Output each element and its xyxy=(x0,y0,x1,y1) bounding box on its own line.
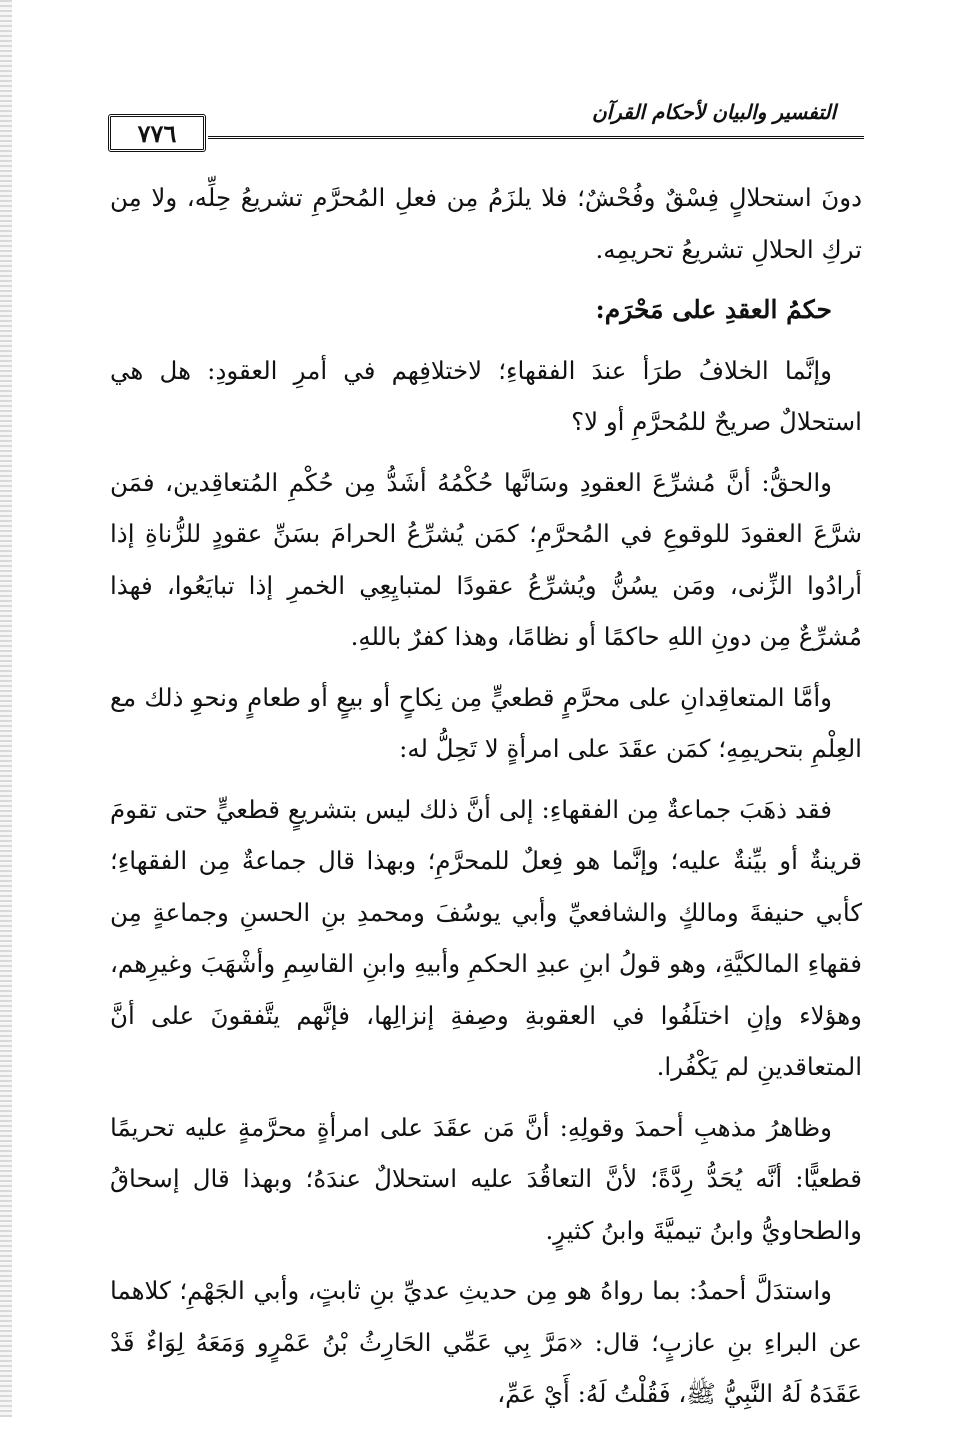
paragraph: دونَ استحلالٍ فِسْقٌ وفُحْشٌ؛ فلا يلزَمُ مِن فعلِ المُحرَّمِ تشريعُ حِلِّه، ولا مِن تركِ الحلالِ تشريعُ تحريمِه. xyxy=(110,183,862,264)
paragraph: وظاهرُ مذهبِ أحمدَ وقولِهِ: أنَّ مَن عقَدَ على امرأةٍ محرَّمةٍ عليه تحريمًا قطعيًّا: أنَّه يُحَدُّ رِدَّةً؛ لأنَّ التعاقُدَ عليه استحلالٌ عندَهُ؛ وبهذا قال إسحاقُ والطحاويُّ وابنُ تيميَّةَ وابنُ كثيرٍ. xyxy=(110,1112,862,1245)
paragraph: وأمَّا المتعاقِدانِ على محرَّمٍ قطعيٍّ مِن نِكاحٍ أو بيعٍ أو طعامٍ ونحوِ ذلك مع العِلْمِ بتحريمِهِ؛ كمَن عقَدَ على امرأةٍ لا تَحِلُّ له: xyxy=(110,682,862,763)
section-heading: حكمُ العقدِ على مَحْرَم: xyxy=(595,295,832,324)
book-title: التفسير والبيان لأحكام القرآن xyxy=(591,100,837,124)
page-body xyxy=(110,172,862,1429)
header-rule xyxy=(208,136,864,139)
page-header xyxy=(108,92,864,154)
page-number: ٧٧٦ xyxy=(108,114,206,152)
paragraph: واستدَلَّ أحمدُ: بما رواهُ هو مِن حديثِ عديِّ بنِ ثابتٍ، وأبي الجَهْمِ؛ كلاهما عن البراءِ بنِ عازبٍ؛ قال: «مَرَّ بِي عَمِّي الحَارِثُ بْنُ عَمْرٍو وَمَعَهُ لِوَاءٌ قَدْ عَقَدَهُ لَهُ النَّبِيُّ ﷺ، فَقُلْتُ لَهُ: أَيْ عَمِّ، xyxy=(110,1276,862,1408)
paragraph: وإنَّما الخلافُ طرَأ عندَ الفقهاءِ؛ لاختلافِهم في أمرِ العقودِ: هل هي استحلالٌ صريحٌ للمُحرَّمِ أو لا؟ xyxy=(110,355,862,436)
paragraph: والحقُّ: أنَّ مُشرِّعَ العقودِ وسَانَّها حُكْمُهُ أشَدُّ مِن حُكْمِ المُتعاقِدين، فمَن شرَّعَ العقودَ للوقوعِ في المُحرَّمِ؛ كمَن يُشرِّعُ الحرامَ بسَنِّ عقودٍ للزُّناةِ إذا أرادُوا الزِّنى، ومَن يسُنُّ ويُشرِّعُ عقودًا لمتبايِعِي الخمرِ إذا تبايَعُوا، فهذا مُشرِّعٌ مِن دونِ اللهِ حاكمًا أو نظامًا، وهذا كفرٌ باللهِ. xyxy=(110,467,862,651)
paragraph: فقد ذهَبَ جماعةٌ مِن الفقهاءِ: إلى أنَّ ذلك ليس بتشريعٍ قطعيٍّ حتى تقومَ قرينةٌ أو بيِّنةٌ عليه؛ وإنَّما هو فِعلٌ للمحرَّمِ؛ وبهذا قال جماعةٌ مِن الفقهاءِ؛ كأبي حنيفةَ ومالكٍ والشافعيِّ وأبي يوسُفَ ومحمدِ بنِ الحسنِ وجماعةٍ مِن فقهاءِ المالكيَّةِ، وهو قولُ ابنِ عبدِ الحكمِ وأبيهِ وابنِ القاسِمِ وأشْهَبَ وغيرِهم، وهؤلاء وإنِ اختلَفُوا في العقوبةِ وصِفةِ إنزالِها، فإنَّهم يتَّفقونَ على أنَّ المتعاقدينِ لم يَكْفُرا. xyxy=(110,794,862,1081)
scan-binding-edge xyxy=(0,0,12,1417)
